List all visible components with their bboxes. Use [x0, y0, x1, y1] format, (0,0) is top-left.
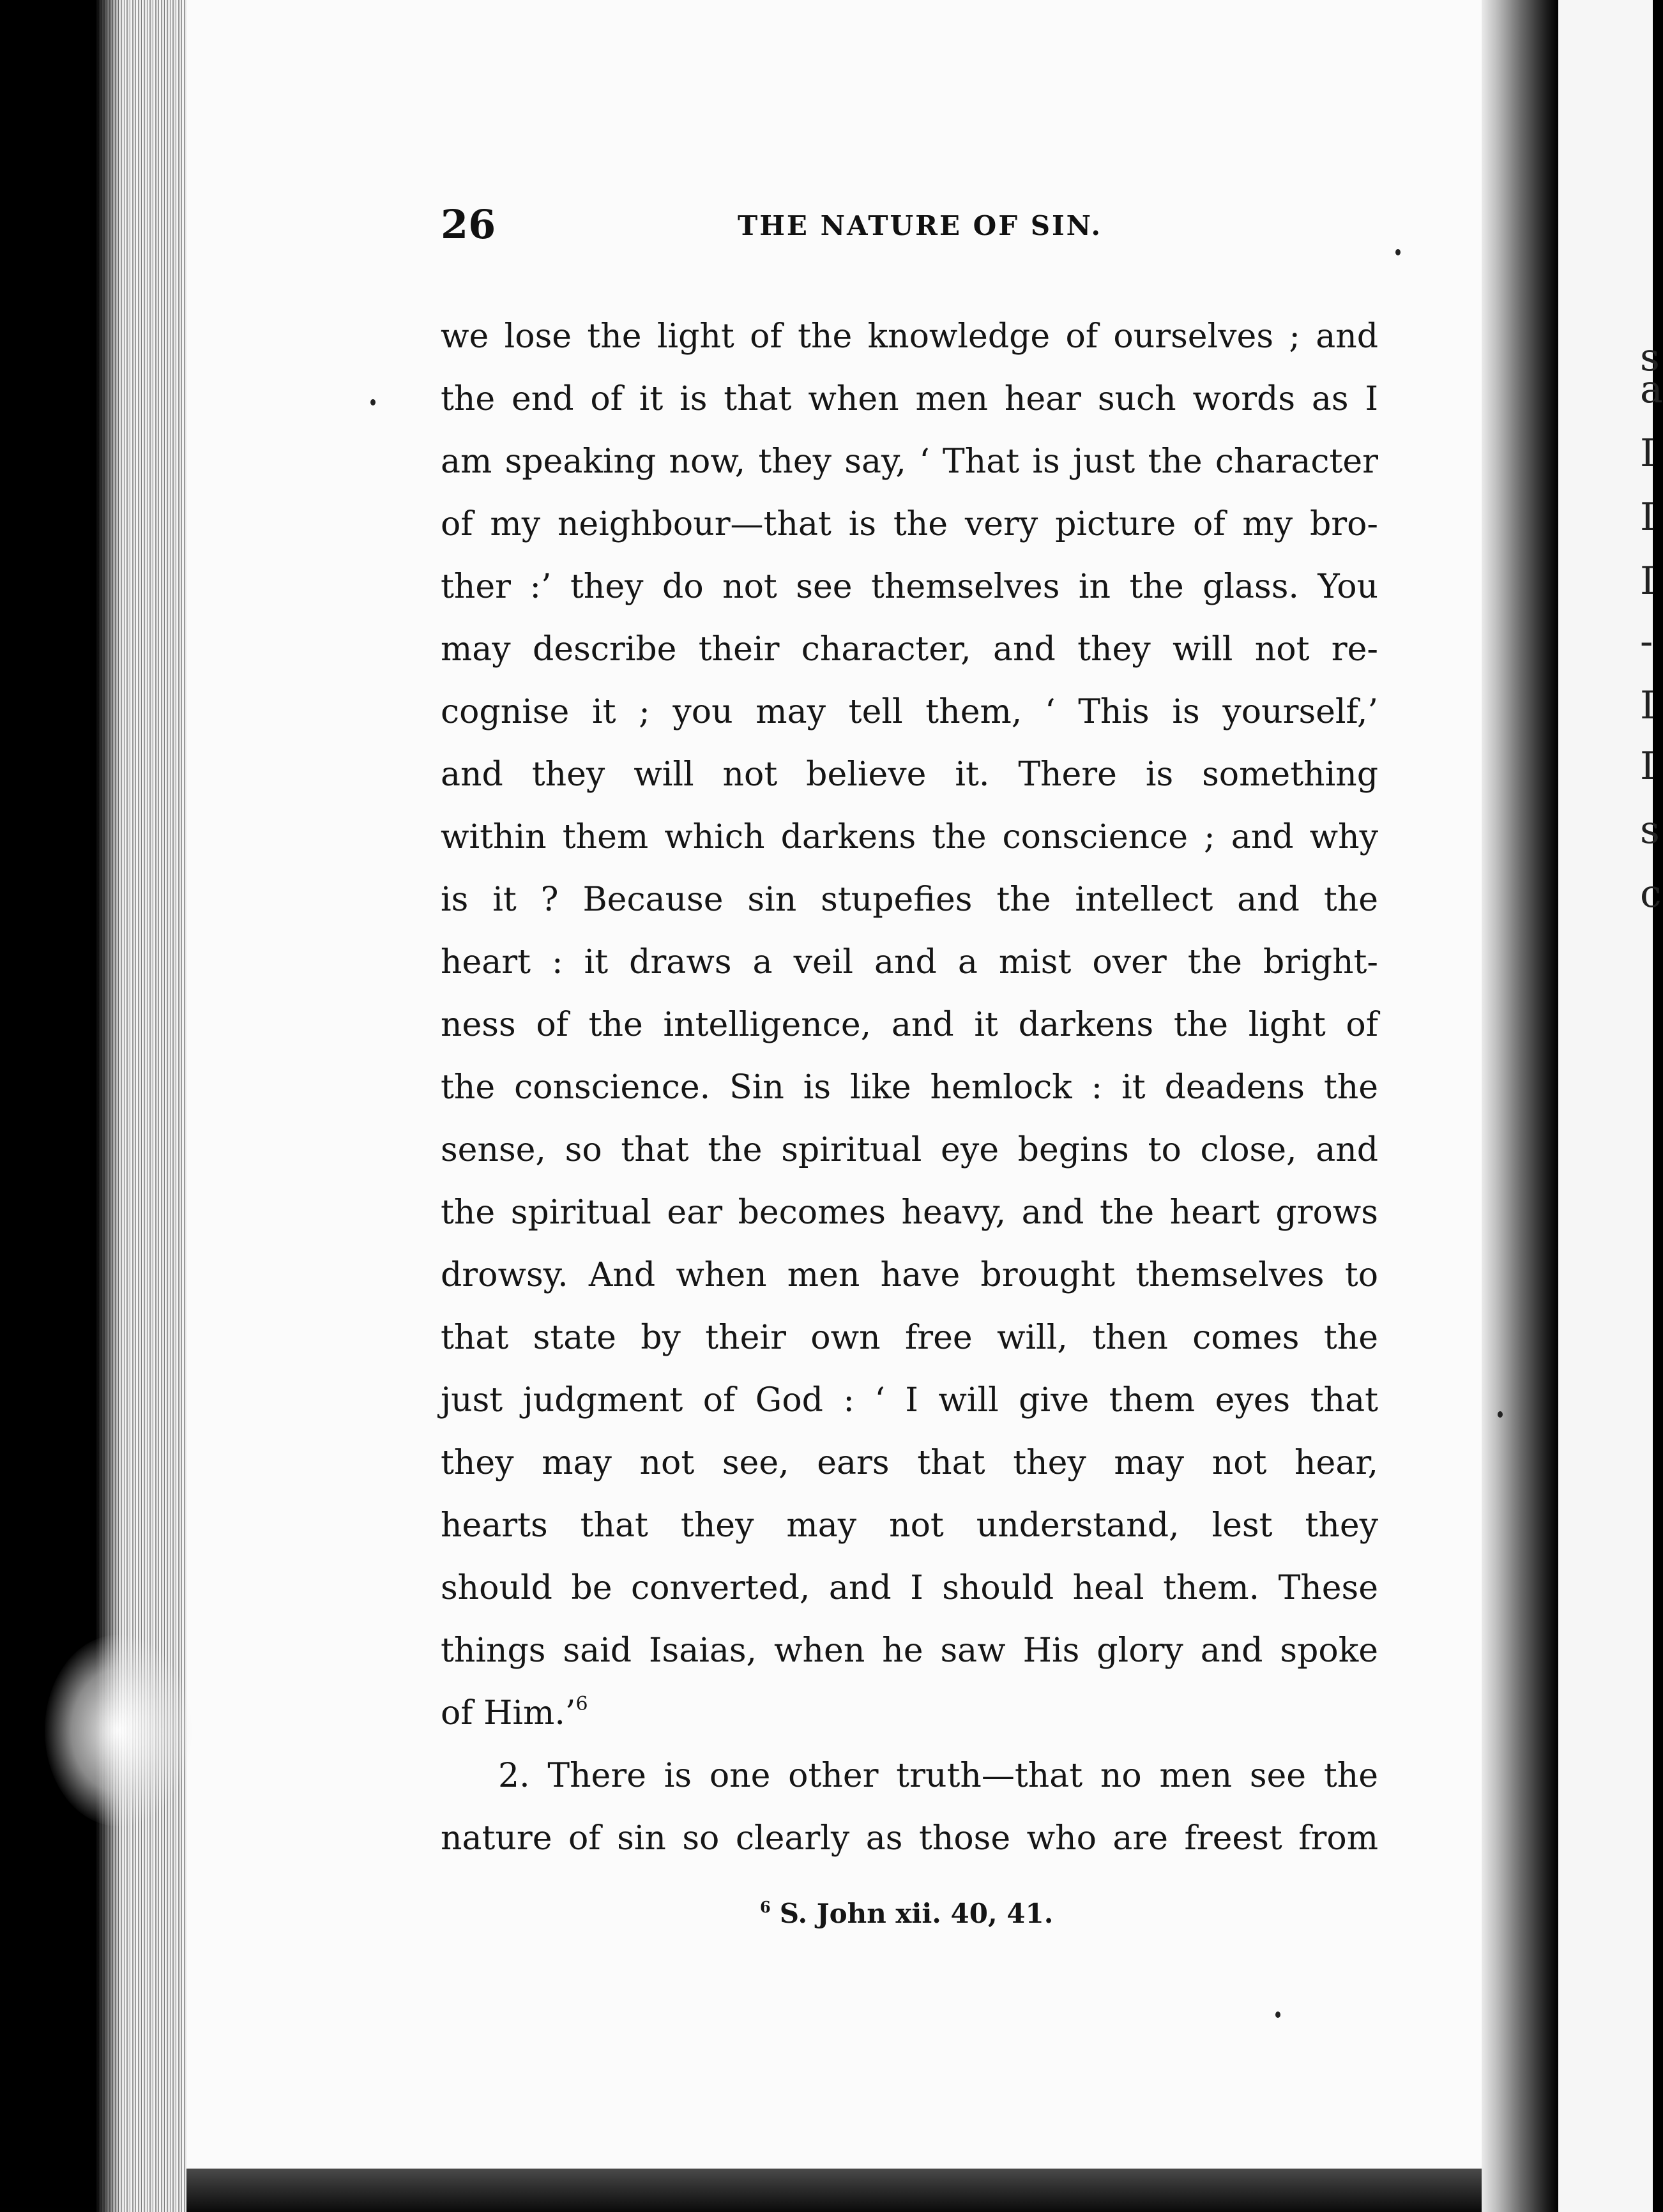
- facing-page-glyph: I: [1640, 559, 1655, 603]
- facing-page-glyph: s: [1640, 335, 1660, 380]
- text-line: the end of it is that when men hear such words as I: [441, 380, 1378, 418]
- text-line: and they will not believe it. There is something: [441, 755, 1378, 794]
- facing-page: [1558, 0, 1653, 2212]
- text-line: ther :’ they do not see themselves in the glass. You: [441, 568, 1378, 606]
- text-line: of my neighbour—that is the very picture of my bro-: [441, 505, 1378, 543]
- text-line: ness of the intelligence, and it darkens the light of: [441, 1006, 1378, 1044]
- page-number: 26: [441, 201, 496, 248]
- page-edges-shadow: [96, 0, 121, 2212]
- body-text: [441, 305, 1378, 1870]
- text-line: things said Isaias, when he saw His glory and spoke: [441, 1632, 1378, 1670]
- text-line: that state by their own free will, then comes the: [441, 1319, 1378, 1357]
- ink-speck: [1498, 1411, 1503, 1418]
- paper-blemish: [45, 1635, 192, 1826]
- text-line: we lose the light of the knowledge of ourselves ; and: [441, 317, 1378, 356]
- footnote-reference: 6: [575, 1693, 588, 1715]
- text-line-with-footnote-ref: [441, 1682, 1378, 1745]
- ink-speck: [1395, 249, 1401, 255]
- facing-page-glyph: c: [1640, 872, 1662, 916]
- text-line: they may not see, ears that they may not hear,: [441, 1444, 1378, 1482]
- binding-gutter: [1482, 0, 1558, 2212]
- text-line: within them which darkens the conscience ; and why: [441, 818, 1378, 856]
- footnote-text: S. John xii. 40, 41.: [779, 1898, 1054, 1929]
- text-line: should be converted, and I should heal them. These: [441, 1569, 1378, 1607]
- ink-speck: [1275, 2011, 1280, 2018]
- footnote-marker: 6: [760, 1898, 771, 1916]
- paragraph-first-line: 2. There is one other truth—that no men see the: [498, 1757, 1378, 1795]
- text-line: heart : it draws a veil and a mist over the bright-: [441, 943, 1378, 981]
- text-line: may describe their character, and they will not re-: [441, 630, 1378, 669]
- text-line: is it ? Because sin stupefies the intellect and the: [441, 881, 1378, 919]
- facing-page-glyph: I: [1640, 744, 1655, 789]
- text-line: just judgment of God : ‘ I will give them eyes that: [441, 1381, 1378, 1420]
- text-line: nature of sin so clearly as those who are freest from: [441, 1819, 1378, 1858]
- running-head: [441, 201, 1386, 259]
- text-line: am speaking now, they say, ‘ That is just the character: [441, 443, 1378, 481]
- facing-page-glyph: I: [1640, 683, 1655, 728]
- footnote: [760, 1898, 1053, 1929]
- facing-page-glyph: I: [1640, 495, 1655, 540]
- facing-page-glyph: s: [1640, 808, 1660, 852]
- facing-page-glyph: a: [1640, 367, 1663, 412]
- ink-speck: [370, 399, 376, 405]
- text-line-content: of Him.’: [441, 1694, 576, 1732]
- text-line: hearts that they may not understand, lest they: [441, 1506, 1378, 1545]
- page-bottom-shadow: [186, 2169, 1489, 2212]
- text-line: drowsy. And when men have brought themselves to: [441, 1256, 1378, 1294]
- text-line: the conscience. Sin is like hemlock : it deadens the: [441, 1068, 1378, 1107]
- facing-page-glyph: -: [1640, 619, 1653, 664]
- text-line: the spiritual ear becomes heavy, and the heart grows: [441, 1193, 1378, 1232]
- running-title: THE NATURE OF SIN.: [738, 210, 1103, 241]
- text-line: cognise it ; you may tell them, ‘ This is yourself,’: [441, 693, 1378, 731]
- facing-page-glyph: I: [1640, 431, 1655, 476]
- text-line: sense, so that the spiritual eye begins to close, and: [441, 1131, 1378, 1169]
